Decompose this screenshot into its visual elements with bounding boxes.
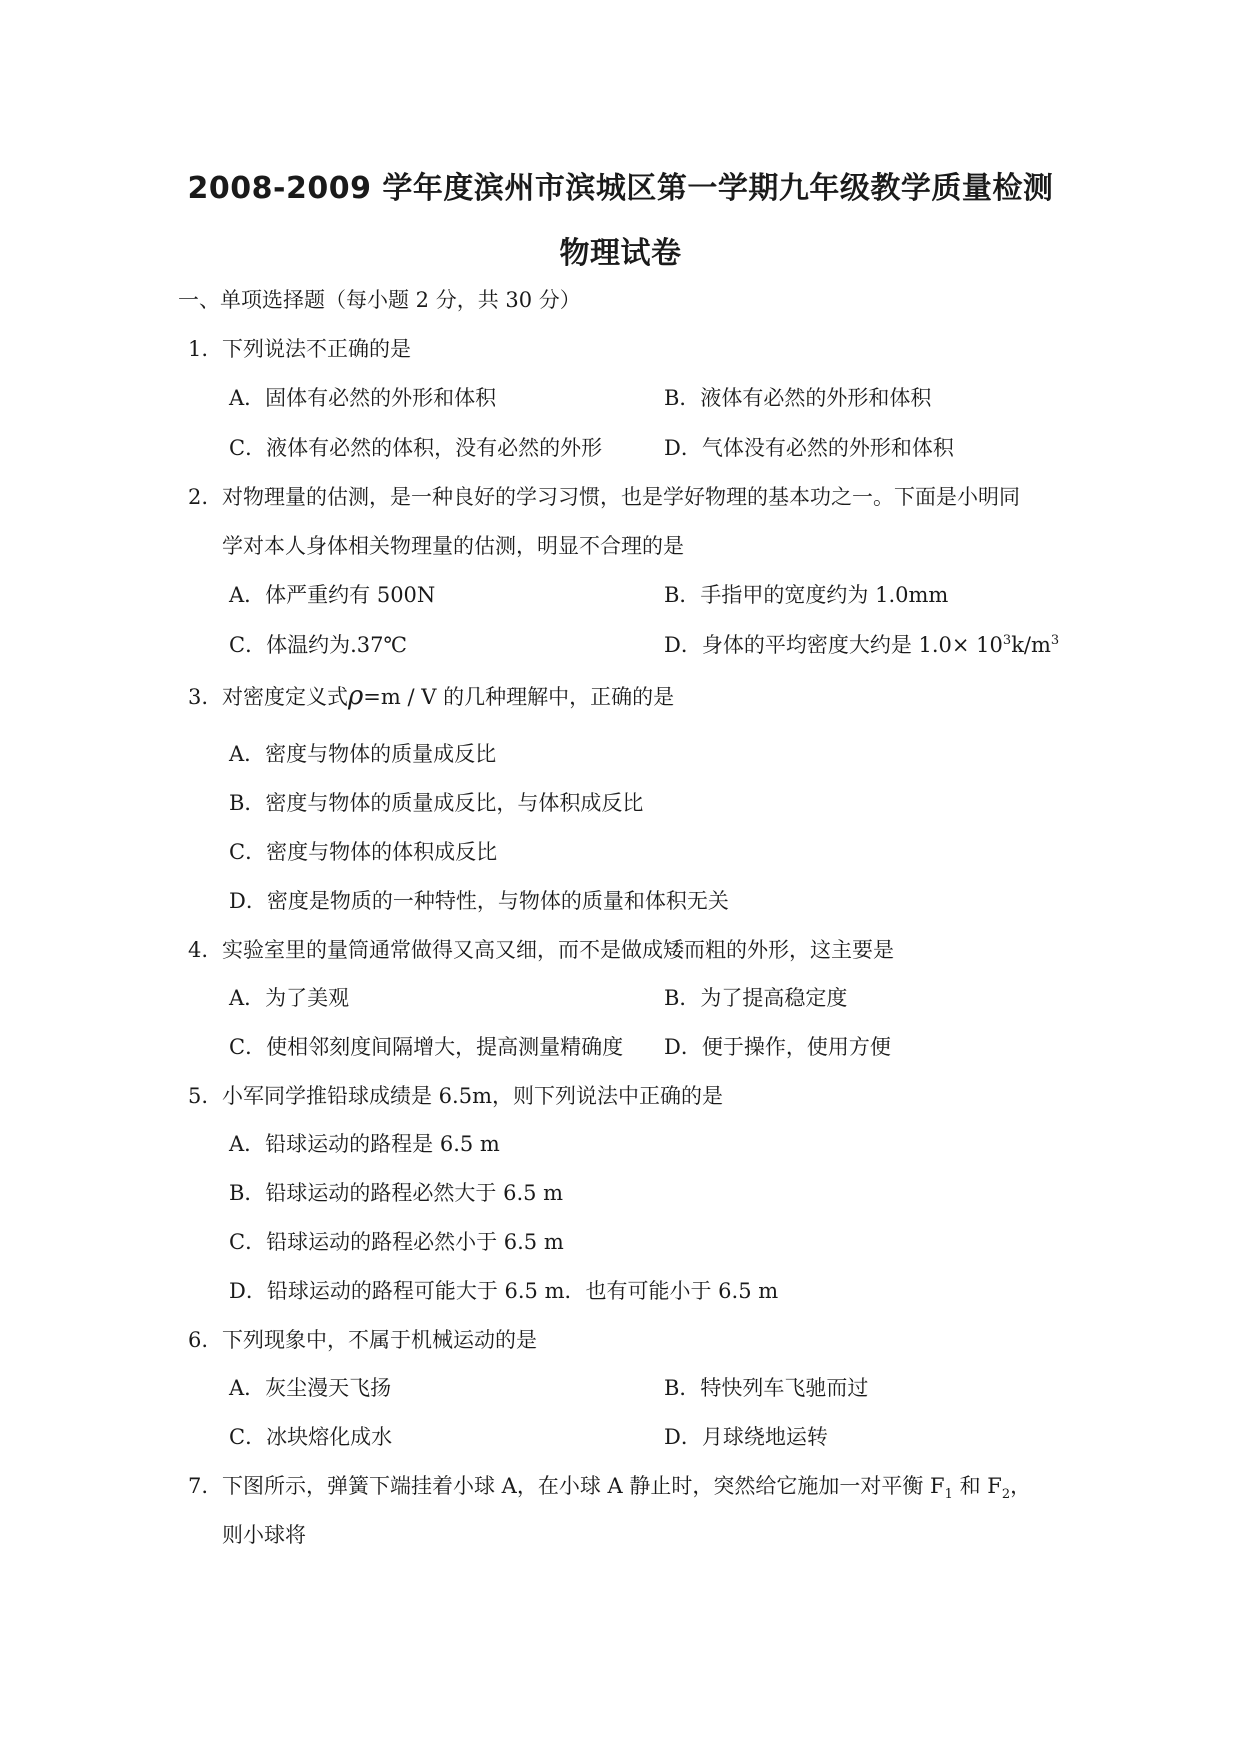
option: B．液体有必然的外形和体积 <box>664 386 932 410</box>
question-number: 3. <box>188 685 209 709</box>
option: A．固体有必然的外形和体积 <box>229 386 497 410</box>
option: B．手指甲的宽度约为 1.0mm <box>664 583 949 607</box>
question-6 <box>188 1327 537 1353</box>
question-text: 对密度定义式 <box>222 685 348 709</box>
question-text: ， <box>1010 1474 1032 1498</box>
exam-subtitle: 物理试卷 <box>559 236 682 271</box>
question-number: 7. <box>188 1474 209 1498</box>
option: A．为了美观 <box>229 986 350 1010</box>
section-heading: 一、单项选择题（每小题 2 分，共 30 分） <box>178 288 581 312</box>
question-number: 5. <box>188 1084 209 1108</box>
question-text: 小军同学推铅球成绩是 6.5m，则下列说法中正确的是 <box>222 1084 723 1108</box>
question-text: 下列现象中，不属于机械运动的是 <box>222 1328 537 1352</box>
option: C．密度与物体的体积成反比 <box>229 840 498 864</box>
question-4 <box>188 937 894 963</box>
exam-title: 2008-2009 学年度滨州市滨城区第一学期九年级教学质量检测 <box>187 171 1054 206</box>
option: D．密度是物质的一种特性，与物体的质量和体积无关 <box>229 889 729 913</box>
option: A．体严重约有 500N <box>229 583 436 607</box>
question-1 <box>188 336 411 362</box>
option: A．铅球运动的路程是 6.5 m <box>229 1132 500 1156</box>
subscript: 2 <box>1001 1487 1011 1503</box>
rho-symbol: ρ <box>348 681 364 711</box>
option: C．体温约为.37℃ <box>229 633 407 657</box>
question-2 <box>188 484 1020 510</box>
question-text: =m / V 的几种理解中，正确的是 <box>363 685 675 709</box>
option-text: D．身体的平均密度大约是 1.0× 10 <box>664 633 1003 657</box>
option: C．使相邻刻度间隔增大，提高测量精确度 <box>229 1035 624 1059</box>
question-number: 4. <box>188 938 209 962</box>
subscript: 1 <box>944 1487 953 1503</box>
question-number: 6. <box>188 1328 209 1352</box>
option: A．灰尘漫天飞扬 <box>229 1376 392 1400</box>
superscript: 3 <box>1002 633 1012 648</box>
option: B．特快列车飞驰而过 <box>664 1376 869 1400</box>
question-number: 2. <box>188 485 209 509</box>
question-7 <box>188 1473 1032 1503</box>
option: C．铅球运动的路程必然小于 6.5 m <box>229 1230 564 1254</box>
option: D．铅球运动的路程可能大于 6.5 m．也有可能小于 6.5 m <box>229 1279 779 1303</box>
question-text: 对物理量的估测，是一种良好的学习习惯，也是学好物理的基本功之一。下面是小明同 <box>222 485 1020 509</box>
superscript: 3 <box>1050 633 1060 648</box>
option: B．为了提高稳定度 <box>664 986 848 1010</box>
option: D．气体没有必然的外形和体积 <box>664 436 954 460</box>
question-text: 下图所示，弹簧下端挂着小球 A，在小球 A 静止时，突然给它施加一对平衡 F <box>222 1474 945 1498</box>
question-3 <box>188 683 674 710</box>
option: A．密度与物体的质量成反比 <box>229 742 497 766</box>
option: D．便于操作，使用方便 <box>664 1035 891 1059</box>
unit: k/m <box>1011 633 1051 657</box>
option: B．铅球运动的路程必然大于 6.5 m <box>229 1181 564 1205</box>
option: C．冰块熔化成水 <box>229 1425 393 1449</box>
question-text: 实验室里的量筒通常做得又高又细，而不是做成矮而粗的外形，这主要是 <box>222 938 894 962</box>
question-text-continued: 则小球将 <box>222 1523 306 1547</box>
question-text: 下列说法不正确的是 <box>222 337 411 361</box>
question-text: 和 F <box>952 1474 1002 1498</box>
option-d <box>664 632 1059 658</box>
question-number: 1. <box>188 337 209 361</box>
option: D．月球绕地运转 <box>664 1425 828 1449</box>
option: C．液体有必然的体积，没有必然的外形 <box>229 436 603 460</box>
option: B．密度与物体的质量成反比，与体积成反比 <box>229 791 644 815</box>
question-text-continued: 学对本人身体相关物理量的估测，明显不合理的是 <box>222 534 684 558</box>
question-5 <box>188 1083 723 1109</box>
